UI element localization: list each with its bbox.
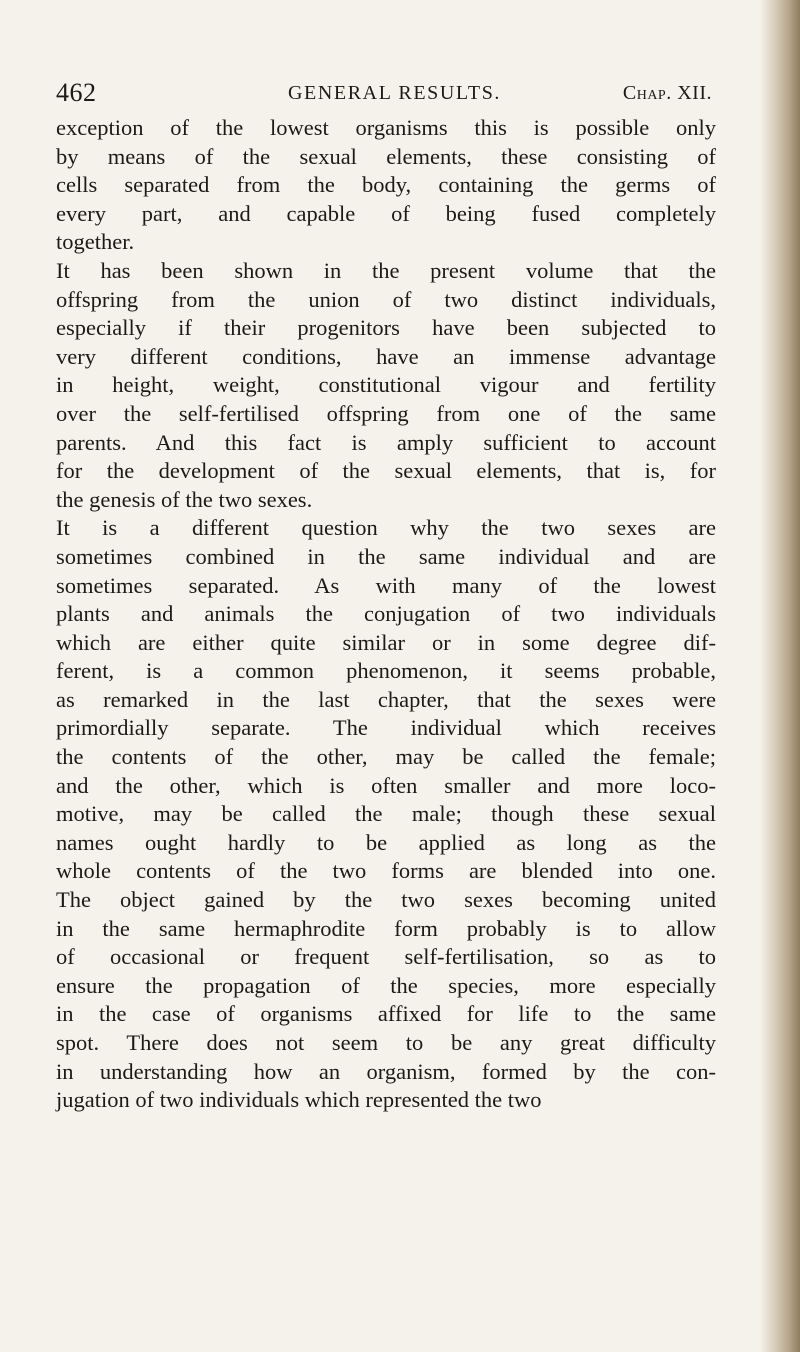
text-line: very different conditions, have an immense advantage — [56, 343, 716, 369]
text-line: parents. And this fact is amply sufficient to account — [56, 429, 716, 455]
text-line: by means of the sexual elements, these consisting of — [56, 143, 716, 169]
text-line: sometimes separated. As with many of the lowest — [56, 572, 716, 598]
text-line: whole contents of the two forms are blended into one. — [56, 858, 716, 884]
text-line: motive, may be called the male; though these sexual — [56, 801, 716, 827]
text-line: over the self-fertilised offspring from one of the same — [56, 400, 716, 426]
text-line: The object gained by the two sexes becoming united — [56, 887, 716, 913]
text-line: in height, weight, constitutional vigour and fertility — [56, 372, 716, 398]
text-line: sometimes combined in the same individual and are — [56, 543, 716, 569]
chapter-reference: Chap. XII. — [622, 82, 712, 104]
text-line: exception of the lowest organisms this is possible only — [56, 115, 716, 140]
page-edge-shadow — [760, 0, 800, 1352]
page-number: 462 — [56, 78, 97, 107]
text-line: together. — [56, 229, 135, 255]
text-line: It has been shown in the present volume that the — [56, 257, 716, 283]
text-line: cells separated from the body, containing the germs of — [56, 172, 716, 198]
text-line: in understanding how an organism, formed by the con- — [56, 1058, 716, 1084]
running-head: GENERAL RESULTS. — [288, 82, 502, 104]
text-line: which are either quite similar or in some degree dif- — [56, 629, 716, 655]
text-line: plants and animals the conjugation of two individuals — [56, 601, 716, 627]
text-line: as remarked in the last chapter, that the sexes were — [56, 686, 716, 712]
text-line: ensure the propagation of the species, more especially — [56, 972, 716, 998]
text-line: spot. There does not seem to be any great difficulty — [56, 1030, 716, 1055]
text-line: offspring from the union of two distinct individuals, — [56, 286, 716, 312]
body-text — [56, 114, 716, 1115]
page-header — [56, 78, 712, 112]
text-line: in the case of organisms affixed for life to the same — [56, 1001, 716, 1027]
text-line: every part, and capable of being fused completely — [56, 200, 716, 226]
text-line: for the development of the sexual elements, that is, for — [56, 458, 716, 484]
text-line: in the same hermaphrodite form probably is to allow — [56, 915, 716, 941]
text-line: primordially separate. The individual which receives — [56, 715, 716, 741]
text-line: It is a different question why the two sexes are — [56, 515, 716, 541]
text-line: especially if their progenitors have been subjected to — [56, 315, 716, 341]
text-line: and the other, which is often smaller and more loco- — [56, 772, 716, 798]
text-line: names ought hardly to be applied as long as the — [56, 829, 716, 855]
text-line: the genesis of the two sexes. — [56, 486, 313, 512]
text-line: jugation of two individuals which represented the two — [56, 1087, 542, 1113]
text-line: ferent, is a common phenomenon, it seems probable, — [56, 658, 716, 684]
text-line: of occasional or frequent self-fertilisation, so as to — [56, 944, 716, 970]
text-line: the contents of the other, may be called the female; — [56, 744, 716, 770]
